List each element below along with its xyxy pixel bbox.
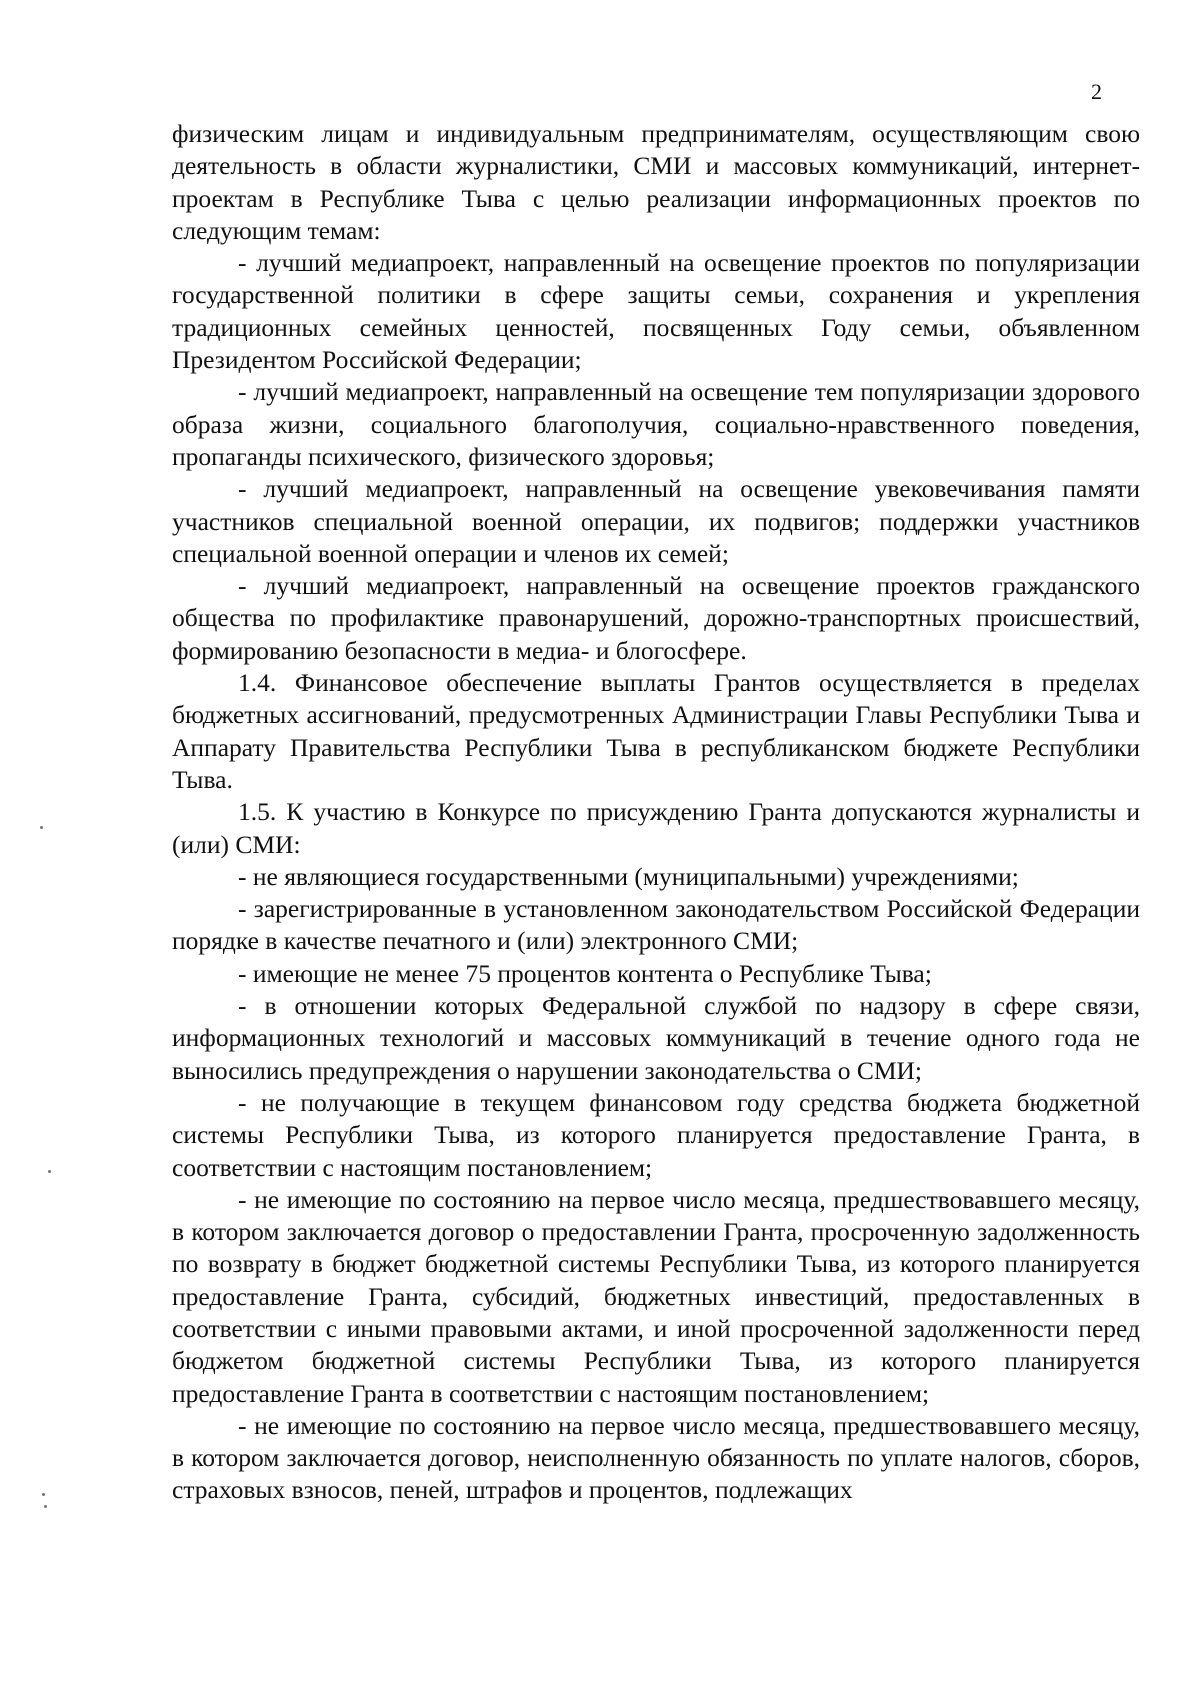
scan-speck xyxy=(48,1170,51,1173)
scan-speck xyxy=(44,1505,47,1508)
paragraph-criterion-no-budget-funds: - не получающие в текущем финансовом году средства бюджета бюджетной системы Республики Тыва, из которого планируется предоставление Гранта, в соответствии с настоящим постановлением; xyxy=(172,1087,1140,1182)
paragraph-criterion-no-tax-arrears: - не имеющие по состоянию на первое число месяца, предшествовавшего месяцу, в котором заключается договор, неисполненную обязанность по уплате налогов, сборов, страховых взносов, пеней, штрафов и процентов, подлежащих xyxy=(172,1410,1140,1505)
paragraph-1-4-financing: 1.4. Финансовое обеспечение выплаты Грантов осуществляется в пределах бюджетных ассигнований, предусмотренных Администрации Главы Республики Тыва и Аппарату Правительства Республики Тыва в республиканском бюджете Республики Тыва. xyxy=(172,668,1140,794)
scan-speck xyxy=(42,1493,45,1496)
paragraph-criterion-not-state: - не являющиеся государственными (муниципальными) учреждениями; xyxy=(238,861,1019,891)
paragraph-criterion-no-overdue-debt: - не имеющие по состоянию на первое число месяца, предшествовавшего месяцу, в котором заключается договор о предоставлении Гранта, просроченную задолженность по возврату в бюджет бюджетной системы Республики Тыва, из которого планируется предоставление Гранта, субсидий, бюджетных инвестиций, предоставленных в соответствии с иными правовыми актами, и иной просроченной задолженности перед бюджетом бюджетной системы Республики Тыва, из которого планируется предоставление Гранта в соответствии с настоящим постановлением; xyxy=(172,1184,1140,1408)
paragraph-criterion-content: - имеющие не менее 75 процентов контента о Республике Тыва; xyxy=(238,958,932,988)
paragraph-1-5-eligibility: 1.5. К участию в Конкурсе по присуждению Гранта допускаются журналисты и (или) СМИ: xyxy=(172,797,1140,859)
paragraph-topic-svo: - лучший медиапроект, направленный на освещение увековечивания памяти участников специальной военной операции, их подвигов; поддержки участников специальной военной операции и членов их семей; xyxy=(172,474,1140,568)
paragraph-recipients-intro: физическим лицам и индивидуальным предпринимателям, осуществляющим свою деятельность в области журналистики, СМИ и массовых коммуникаций, интернет-проектам в Республике Тыва с целью реализации информационных проектов по следующим темам: xyxy=(172,119,1140,245)
page-number: 2 xyxy=(1091,79,1102,104)
paragraph-criterion-registered: - зарегистрированные в установленном законодательством Российской Федерации порядке в качестве печатного и (или) электронного СМИ; xyxy=(172,894,1140,956)
scan-speck xyxy=(40,826,43,829)
paragraph-topic-family: - лучший медиапроект, направленный на освещение проектов по популяризации государственной политики в сфере защиты семьи, сохранения и укрепления традиционных семейных ценностей, посвященных Году семьи, объявленном Президентом Российской Федерации; xyxy=(172,248,1140,375)
paragraph-topic-civil-society: - лучший медиапроект, направленный на освещение проектов гражданского общества по профилактике правонарушений, дорожно-транспортных происшествий, формированию безопасности в медиа- и блогосфере. xyxy=(172,571,1140,665)
paragraph-criterion-no-warnings: - в отношении которых Федеральной службой по надзору в сфере связи, информационных технологий и массовых коммуникаций в течение одного года не выносились предупреждения о нарушении законодательства о СМИ; xyxy=(172,991,1140,1085)
document-body xyxy=(172,118,1140,1507)
paragraph-topic-health: - лучший медиапроект, направленный на освещение тем популяризации здорового образа жизни, социального благополучия, социально-нравственного поведения, пропаганды психического, физического здоровья; xyxy=(172,377,1140,471)
